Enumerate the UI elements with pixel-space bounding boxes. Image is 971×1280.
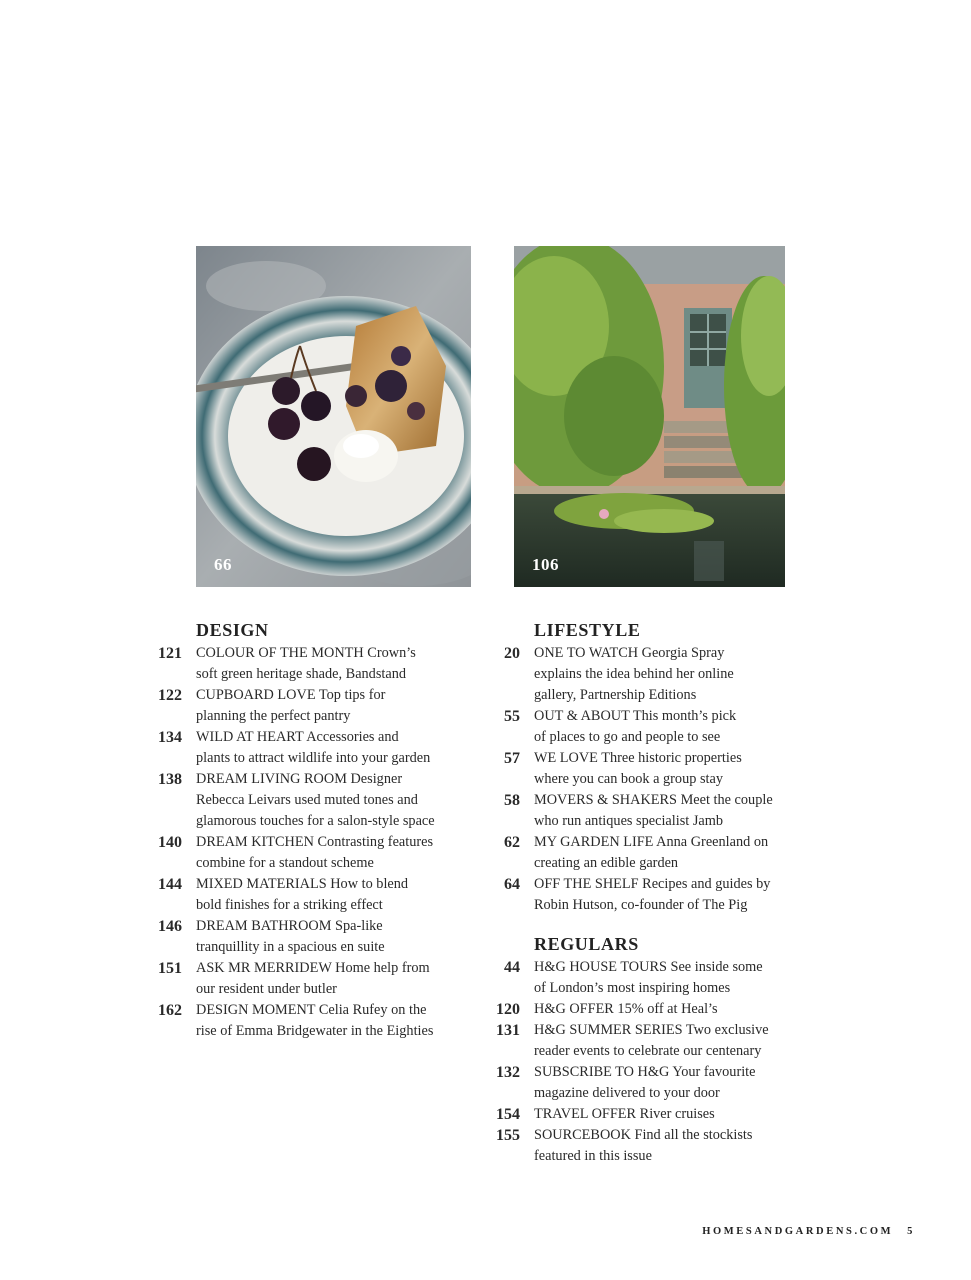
toc-line: of places to go and people to see: [534, 729, 721, 745]
design-section: [140, 620, 470, 1042]
section-title-regulars: REGULARS: [534, 934, 639, 954]
toc-entry[interactable]: [478, 832, 808, 874]
toc-description: [534, 832, 768, 874]
toc-entry[interactable]: [478, 790, 808, 832]
toc-line: CUPBOARD LOVE Top tips for: [196, 687, 386, 703]
cherry-cake-image: [196, 246, 471, 587]
toc-page-number: 131: [496, 1022, 520, 1039]
toc-line: DREAM BATHROOM Spa-like: [196, 918, 383, 934]
website-url[interactable]: HOMESANDGARDENS.COM: [702, 1226, 894, 1237]
toc-line: WE LOVE Three historic properties: [534, 750, 742, 766]
toc-page-number: 20: [504, 645, 520, 662]
toc-line: DREAM LIVING ROOM Designer: [196, 771, 403, 787]
toc-line: gallery, Partnership Editions: [534, 687, 697, 703]
toc-entry[interactable]: [478, 999, 808, 1020]
lifestyle-entries: [478, 643, 808, 916]
toc-entry[interactable]: [140, 874, 470, 916]
toc-description: [534, 999, 718, 1020]
toc-line: MY GARDEN LIFE Anna Greenland on: [534, 834, 769, 850]
toc-page-number: 122: [158, 687, 182, 704]
toc-description: [196, 916, 385, 958]
design-entries: [140, 643, 470, 1042]
toc-line: where you can book a group stay: [534, 771, 723, 787]
toc-line: reader events to celebrate our centenary: [534, 1043, 762, 1059]
toc-entry[interactable]: [478, 1020, 808, 1062]
toc-entry[interactable]: [478, 1104, 808, 1125]
toc-line: creating an edible garden: [534, 855, 679, 871]
toc-description: [534, 706, 736, 748]
toc-page-number: 134: [158, 729, 182, 746]
toc-line: H&G SUMMER SERIES Two exclusive: [534, 1022, 769, 1038]
toc-description: [196, 958, 430, 1000]
toc-page-number: 120: [496, 1001, 520, 1018]
toc-description: [534, 1062, 756, 1104]
toc-entry[interactable]: [140, 769, 470, 832]
toc-description: [196, 832, 433, 874]
toc-line: MOVERS & SHAKERS Meet the couple: [534, 792, 773, 808]
toc-line: DESIGN MOMENT Celia Rufey on the: [196, 1002, 427, 1018]
toc-page-number: 58: [504, 792, 520, 809]
toc-entry[interactable]: [478, 874, 808, 916]
toc-line: planning the perfect pantry: [196, 708, 351, 724]
toc-description: [196, 727, 430, 769]
toc-description: [534, 643, 734, 706]
photo-garden-cottage[interactable]: [514, 246, 785, 587]
toc-page-number: 140: [158, 834, 182, 851]
toc-description: [196, 874, 408, 916]
toc-description: [196, 643, 416, 685]
toc-entry[interactable]: [140, 832, 470, 874]
toc-description: [534, 1104, 715, 1125]
toc-line: who run antiques specialist Jamb: [534, 813, 724, 829]
toc-page-number: 162: [158, 1002, 182, 1019]
toc-page-number: 144: [158, 876, 182, 893]
toc-line: plants to attract wildlife into your garden: [196, 750, 431, 766]
toc-description: [196, 769, 435, 832]
toc-page-number: 155: [496, 1127, 520, 1144]
toc-page-number: 57: [504, 750, 520, 767]
toc-entry[interactable]: [478, 1062, 808, 1104]
toc-line: DREAM KITCHEN Contrasting features: [196, 834, 434, 850]
toc-line: tranquillity in a spacious en suite: [196, 939, 385, 955]
toc-description: [534, 790, 773, 832]
toc-page-number: 151: [158, 960, 182, 977]
toc-page-number: 138: [158, 771, 182, 788]
toc-description: [534, 748, 742, 790]
section-title-design: DESIGN: [196, 620, 269, 640]
toc-line: H&G OFFER 15% off at Heal’s: [534, 1001, 718, 1017]
page-footer: [702, 1226, 915, 1237]
toc-line: SUBSCRIBE TO H&G Your favourite: [534, 1064, 756, 1080]
toc-line: ONE TO WATCH Georgia Spray: [534, 645, 725, 661]
toc-line: our resident under butler: [196, 981, 337, 997]
photo-cherry-cake[interactable]: [196, 246, 471, 587]
toc-line: COLOUR OF THE MONTH Crown’s: [196, 645, 416, 661]
toc-page-number: 62: [504, 834, 520, 851]
lifestyle-regulars-column: [478, 620, 808, 1167]
toc-entry[interactable]: [478, 1125, 808, 1167]
toc-line: SOURCEBOOK Find all the stockists: [534, 1127, 753, 1143]
toc-entry[interactable]: [140, 685, 470, 727]
toc-entry[interactable]: [140, 727, 470, 769]
photo-page-number: 106: [532, 555, 559, 574]
toc-entry[interactable]: [140, 1000, 470, 1042]
toc-page-number: 154: [496, 1106, 520, 1123]
toc-description: [534, 1125, 752, 1167]
toc-line: ASK MR MERRIDEW Home help from: [196, 960, 430, 976]
toc-line: of London’s most inspiring homes: [534, 980, 731, 996]
toc-entry[interactable]: [478, 643, 808, 706]
toc-page-number: 121: [158, 645, 182, 662]
toc-description: [534, 957, 763, 999]
toc-description: [534, 1020, 769, 1062]
toc-description: [534, 874, 770, 916]
toc-line: combine for a standout scheme: [196, 855, 374, 871]
page-number: 5: [907, 1226, 915, 1237]
toc-line: glamorous touches for a salon-style space: [196, 813, 435, 829]
toc-page-number: 55: [504, 708, 520, 725]
toc-entry[interactable]: [478, 706, 808, 748]
toc-line: soft green heritage shade, Bandstand: [196, 666, 407, 682]
toc-page-number: 132: [496, 1064, 520, 1081]
section-title-lifestyle: LIFESTYLE: [534, 620, 641, 640]
toc-entry[interactable]: [140, 643, 470, 685]
toc-line: Rebecca Leivars used muted tones and: [196, 792, 418, 808]
toc-page-number: 146: [158, 918, 182, 935]
toc-line: explains the idea behind her online: [534, 666, 734, 682]
toc-line: TRAVEL OFFER River cruises: [534, 1106, 715, 1122]
toc-line: H&G HOUSE TOURS See inside some: [534, 959, 763, 975]
toc-line: MIXED MATERIALS How to blend: [196, 876, 409, 892]
garden-cottage-image: [514, 246, 785, 587]
toc-description: [196, 685, 385, 727]
toc-line: OFF THE SHELF Recipes and guides by: [534, 876, 771, 892]
toc-page-number: 64: [504, 876, 520, 893]
toc-line: featured in this issue: [534, 1148, 652, 1164]
toc-line: OUT & ABOUT This month’s pick: [534, 708, 737, 724]
toc-description: [196, 1000, 433, 1042]
toc-line: bold finishes for a striking effect: [196, 897, 383, 913]
toc-line: WILD AT HEART Accessories and: [196, 729, 399, 745]
regulars-entries: [478, 957, 808, 1167]
toc-line: Robin Hutson, co-founder of The Pig: [534, 897, 748, 913]
toc-page-number: 44: [504, 959, 520, 976]
photo-page-number: 66: [214, 555, 232, 574]
toc-entry[interactable]: [140, 958, 470, 1000]
toc-entry[interactable]: [478, 748, 808, 790]
toc-entry[interactable]: [140, 916, 470, 958]
toc-line: rise of Emma Bridgewater in the Eighties: [196, 1023, 434, 1039]
toc-entry[interactable]: [478, 957, 808, 999]
toc-line: magazine delivered to your door: [534, 1085, 720, 1101]
